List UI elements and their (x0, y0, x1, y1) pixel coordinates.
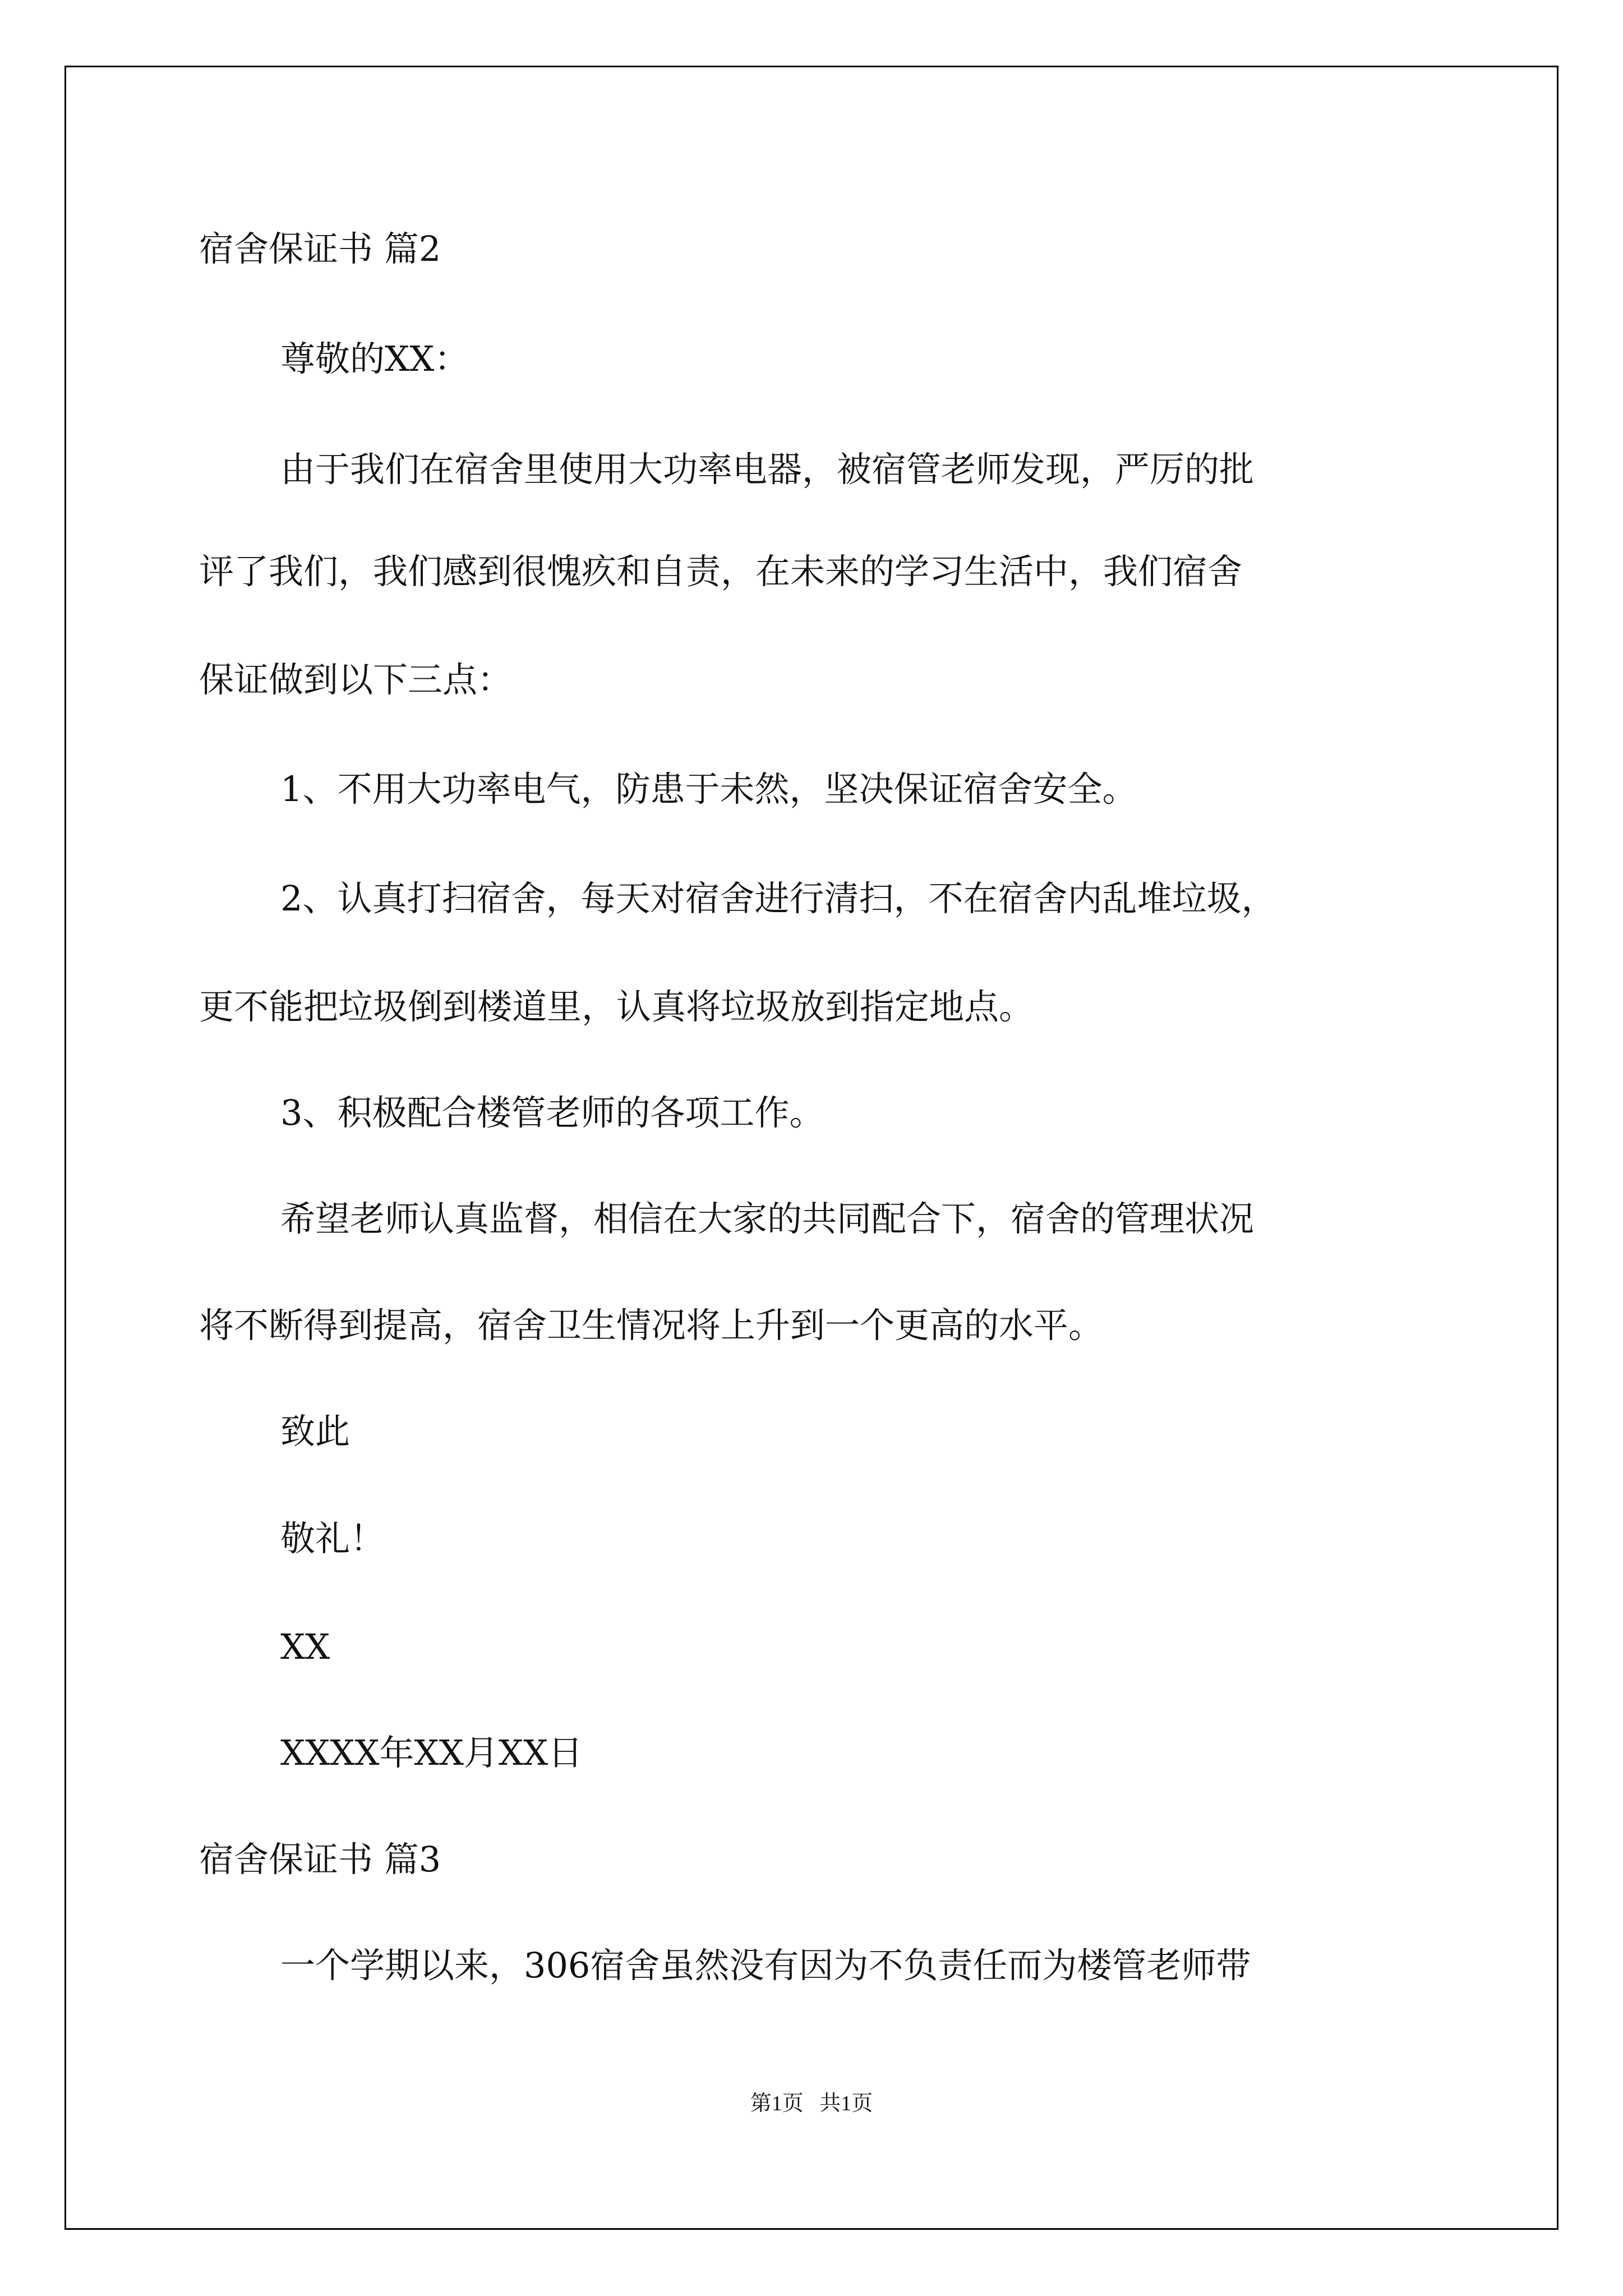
section-heading-3: 宿舍保证书 篇3 (199, 1839, 441, 1880)
paragraph-line: 一个学期以来，306宿舍虽然没有因为不负责任而为楼管老师带 (280, 1945, 1251, 1986)
list-item-2: 2、认真打扫宿舍，每天对宿舍进行清扫，不在宿舍内乱堆垃圾， (280, 878, 1276, 919)
paragraph-line: 希望老师认真监督，相信在大家的共同配合下，宿舍的管理状况 (280, 1198, 1255, 1239)
paragraph-line: 保证做到以下三点： (199, 659, 513, 700)
page-footer: 第1页 共1页 (750, 2092, 873, 2115)
list-item-3: 3、积极配合楼管老师的各项工作。 (280, 1092, 824, 1133)
paragraph-line: 由于我们在宿舍里使用大功率电器，被宿管老师发现，严厉的批 (280, 449, 1255, 490)
list-item-2-continued: 更不能把垃圾倒到楼道里，认真将垃圾放到指定地点。 (199, 986, 1034, 1027)
paragraph-line: 将不断得到提高，宿舍卫生情况将上升到一个更高的水平。 (199, 1305, 1104, 1346)
date: XXXX年XX月XX日 (280, 1732, 583, 1773)
signature: XX (280, 1626, 330, 1667)
section-heading-2: 宿舍保证书 篇2 (199, 228, 441, 269)
closing-salute: 敬礼！ (280, 1518, 385, 1559)
list-item-1: 1、不用大功率电气，防患于未然，坚决保证宿舍安全。 (280, 769, 1137, 809)
closing-line: 致此 (280, 1411, 351, 1452)
paragraph-line: 评了我们，我们感到很愧疚和自责，在未来的学习生活中，我们宿舍 (199, 551, 1243, 592)
page-border (64, 66, 1559, 2230)
salutation: 尊敬的XX： (280, 338, 469, 379)
